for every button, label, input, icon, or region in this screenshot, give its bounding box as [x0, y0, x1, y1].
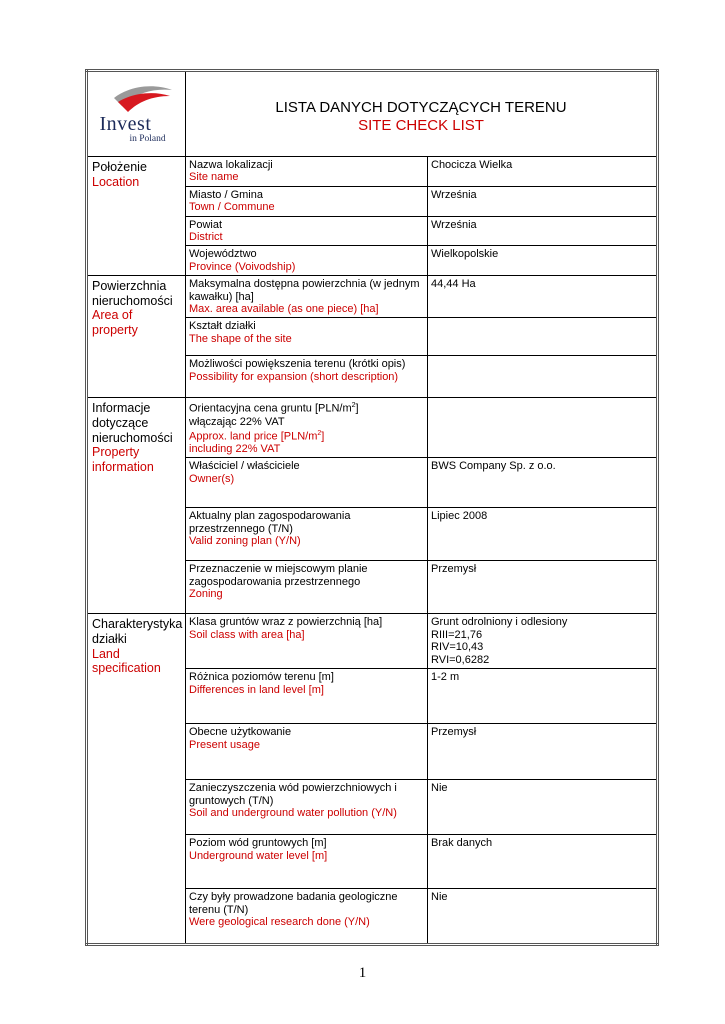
field-label-pl: Zanieczyszczenia wód powierzchniowych i gruntowych (T/N): [189, 782, 397, 807]
field-label: [186, 889, 428, 945]
field-value: Chocicza Wielka: [428, 157, 658, 187]
logo-sub-text: in Poland: [129, 133, 166, 144]
field-value: Wielkopolskie: [428, 246, 658, 276]
price-unit-sup: 2: [317, 429, 322, 437]
section-label-pl: Położenie: [92, 160, 147, 174]
field-label-pl: Przeznaczenie w miejscowym planie zagospodarowania przestrzennego: [189, 563, 368, 588]
field-label: [186, 724, 428, 780]
field-label-pl: Miasto / Gmina: [189, 188, 263, 201]
header-row: [87, 71, 658, 157]
field-value: [428, 356, 658, 398]
field-label-pl: Klasa gruntów wraz z powierzchnią [ha]: [189, 616, 383, 629]
section-label-pl: Powierzchnia nieruchomości: [92, 279, 173, 308]
field-value: Września: [428, 186, 658, 216]
field-label: [186, 318, 428, 356]
table-row: [87, 157, 658, 187]
section-label-land: [87, 614, 186, 945]
section-label-en: Land specification: [92, 646, 161, 676]
field-label-pl: Czy były prowadzone badania geologiczne terenu (T/N): [189, 891, 398, 916]
field-label-pl: Obecne użytkowanie: [189, 726, 292, 739]
field-label-pl-vat: włączając 22% VAT: [189, 415, 285, 428]
field-label-en: District: [189, 231, 223, 244]
price-label-en: Approx. land price [PLN/m: [189, 430, 318, 443]
field-value: Brak danych: [428, 835, 658, 889]
section-label-location: [87, 157, 186, 276]
value-line: RIII=21,76: [431, 628, 483, 641]
field-label-en: Soil class with area [ha]: [189, 628, 305, 641]
field-value: [428, 614, 658, 669]
field-label-pl: Województwo: [189, 248, 257, 261]
section-label-property: [87, 398, 186, 614]
field-label-en: Zoning: [189, 588, 223, 601]
field-label: [186, 669, 428, 724]
field-label-en: Were geological research done (Y/N): [189, 916, 370, 929]
price-label-pl-end: ]: [355, 403, 359, 416]
field-label-pl: Powiat: [189, 218, 223, 231]
field-value: 44,44 Ha: [428, 276, 658, 318]
price-unit-sup: 2: [351, 402, 356, 410]
field-label-pl: Nazwa lokalizacji: [189, 159, 273, 171]
field-label-pl: Maksymalna dostępna powierzchnia (w jednym kawałku) [ha]: [189, 278, 420, 303]
field-label: [186, 246, 428, 276]
field-label-en: [189, 428, 424, 443]
field-label-en: Town / Commune: [189, 201, 275, 214]
field-label-pl: Różnica poziomów terenu [m]: [189, 671, 334, 684]
field-value: Września: [428, 216, 658, 246]
field-label-en: Differences in land level [m]: [189, 683, 324, 696]
field-label-pl: [189, 400, 424, 415]
field-value: 1-2 m: [428, 669, 658, 724]
field-label: [186, 835, 428, 889]
field-label-en: The shape of the site: [189, 332, 292, 345]
section-label-en: Location: [92, 174, 140, 189]
page-title-pl: LISTA DANYCH DOTYCZĄCYCH TERENU: [275, 99, 567, 116]
field-value: [428, 398, 658, 458]
field-label-en: Possibility for expansion (short description): [189, 370, 399, 383]
field-label-en-vat: including 22% VAT: [189, 443, 281, 455]
price-label-pl: Orientacyjna cena gruntu [PLN/m: [189, 403, 352, 416]
value-line: Grunt odrolniony i odlesiony: [431, 616, 568, 629]
field-label-pl: Poziom wód gruntowych [m]: [189, 837, 327, 850]
value-line: RVI=0,6282: [431, 653, 490, 666]
field-value: Nie: [428, 889, 658, 945]
title-cell: [186, 71, 658, 157]
field-label: [186, 276, 428, 318]
section-label-pl: Informacje dotyczące nieruchomości: [92, 401, 173, 445]
section-label-area: [87, 276, 186, 398]
field-label: [186, 508, 428, 561]
field-label-pl: Aktualny plan zagospodarowania przestrzennego (T/N): [189, 510, 351, 535]
field-label: [186, 356, 428, 398]
field-label-en: Underground water level [m]: [189, 849, 328, 862]
section-label-en: Area of property: [92, 308, 138, 338]
price-label-en-end: ]: [321, 430, 325, 443]
logo-cell: [87, 71, 186, 157]
field-value: Przemysł: [428, 724, 658, 780]
field-label-en: Province (Voivodship): [189, 260, 296, 273]
table-row: [87, 276, 658, 318]
field-value: Nie: [428, 780, 658, 835]
field-label-pl: Możliwości powiększenia terenu (krótki opis): [189, 358, 406, 371]
field-label-en: Present usage: [189, 738, 260, 751]
field-value: [428, 318, 658, 356]
field-label: [186, 458, 428, 508]
field-label: [186, 614, 428, 669]
logo-main-text: Invest: [99, 112, 152, 135]
table-row: [87, 398, 658, 458]
field-value: BWS Company Sp. z o.o.: [428, 458, 658, 508]
field-value: Lipiec 2008: [428, 508, 658, 561]
value-line: RIV=10,43: [431, 641, 484, 654]
field-label-en: Valid zoning plan (Y/N): [189, 535, 301, 548]
field-label: [186, 157, 428, 187]
page-title-en: SITE CHECK LIST: [358, 117, 484, 134]
table-row: [87, 614, 658, 669]
invest-in-poland-logo: [100, 84, 174, 144]
field-label: [186, 780, 428, 835]
page-number: 1: [358, 965, 367, 981]
field-label-en: Owner(s): [189, 472, 235, 485]
field-label-pl: Kształt działki: [189, 320, 256, 333]
field-label-pl: Właściciel / właściciele: [189, 460, 300, 473]
section-label-pl: Charakterystyka działki: [92, 617, 183, 646]
field-value: Przemysł: [428, 561, 658, 614]
section-label-en: Property information: [92, 445, 154, 474]
field-label: [186, 216, 428, 246]
site-check-list-table: [85, 69, 659, 946]
logo-swoosh-icon: [112, 84, 174, 114]
field-label: [186, 561, 428, 614]
field-label: [186, 398, 428, 458]
field-label-en: Max. area available (as one piece) [ha]: [189, 303, 379, 316]
field-label: [186, 186, 428, 216]
field-label-en: Soil and underground water pollution (Y/N): [189, 807, 397, 820]
field-label-en: Site name: [189, 171, 239, 184]
